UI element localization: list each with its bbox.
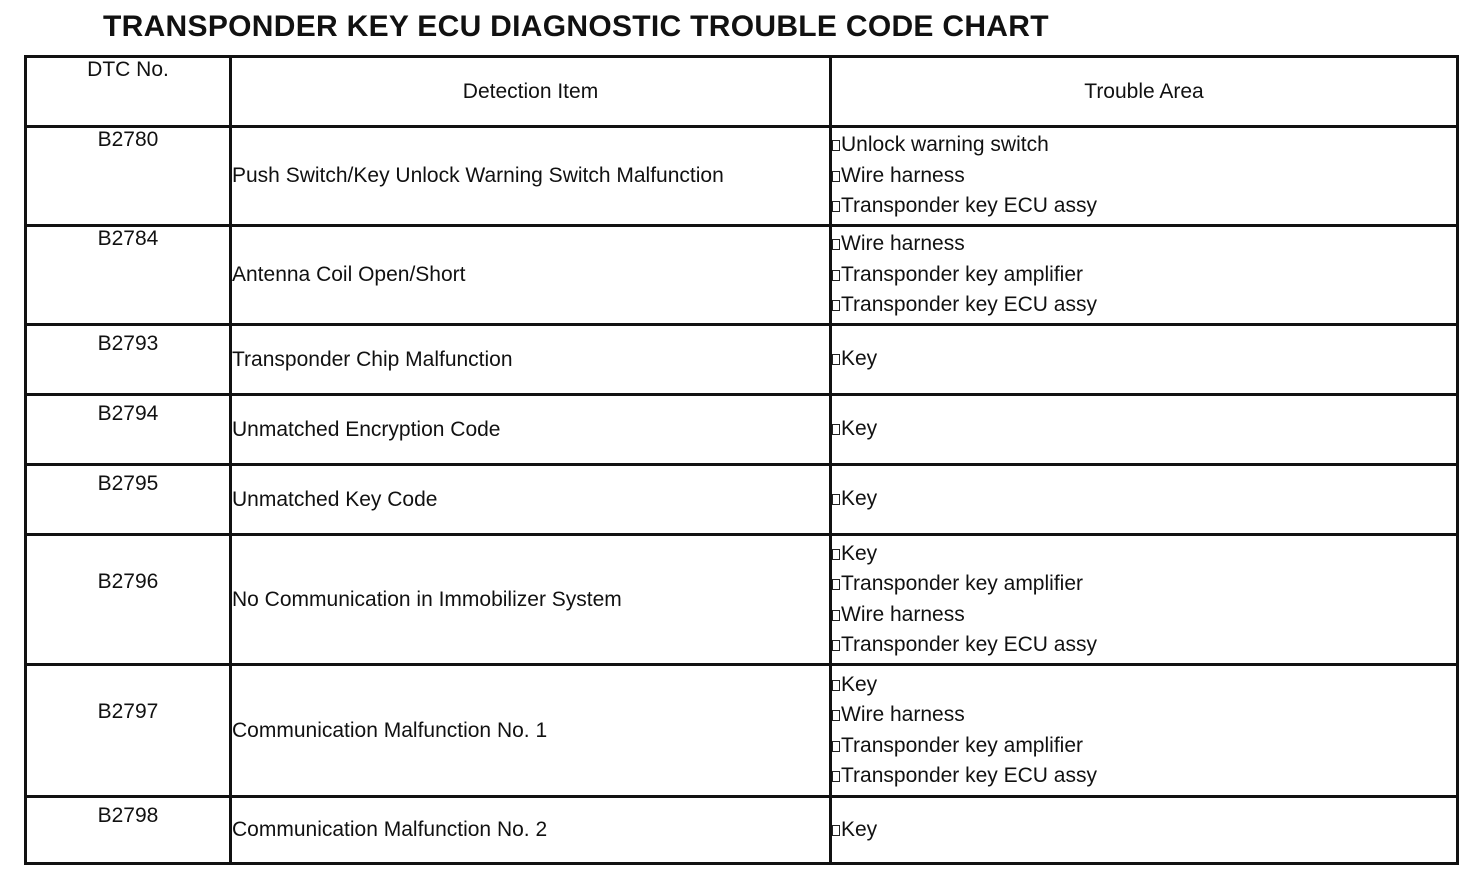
trouble-area-item: Transponder key amplifier bbox=[832, 260, 1456, 291]
trouble-area bbox=[831, 465, 1458, 535]
checkbox-icon bbox=[832, 579, 840, 590]
detection-item: Transponder Chip Malfunction bbox=[231, 325, 831, 395]
checkbox-icon bbox=[832, 270, 840, 281]
table-row bbox=[26, 535, 1458, 665]
trouble-area-item: Wire harness bbox=[832, 600, 1456, 631]
checkbox-icon bbox=[832, 680, 840, 691]
trouble-area-item: Key bbox=[832, 670, 1456, 701]
detection-item: Antenna Coil Open/Short bbox=[231, 226, 831, 325]
checkbox-icon bbox=[832, 771, 840, 782]
dtc-code: B2794 bbox=[26, 395, 231, 465]
checkbox-icon bbox=[832, 825, 840, 836]
trouble-area bbox=[831, 325, 1458, 395]
header-trouble-area: Trouble Area bbox=[831, 57, 1458, 127]
detection-item: Unmatched Encryption Code bbox=[231, 395, 831, 465]
detection-item: Communication Malfunction No. 2 bbox=[231, 797, 831, 864]
dtc-table bbox=[24, 55, 1459, 865]
trouble-area bbox=[831, 127, 1458, 226]
trouble-area bbox=[831, 535, 1458, 665]
checkbox-icon bbox=[832, 610, 840, 621]
trouble-area bbox=[831, 665, 1458, 797]
dtc-code: B2780 bbox=[26, 127, 231, 226]
trouble-area-item: Transponder key ECU assy bbox=[832, 761, 1456, 792]
dtc-code: B2797 bbox=[26, 665, 231, 797]
trouble-area-item: Key bbox=[832, 815, 1456, 846]
trouble-area-item: Wire harness bbox=[832, 161, 1456, 192]
trouble-area-item: Key bbox=[832, 414, 1456, 445]
checkbox-icon bbox=[832, 171, 840, 182]
header-row bbox=[26, 57, 1458, 127]
dtc-code: B2795 bbox=[26, 465, 231, 535]
trouble-area-item: Transponder key ECU assy bbox=[832, 630, 1456, 661]
checkbox-icon bbox=[832, 300, 840, 311]
dtc-code: B2793 bbox=[26, 325, 231, 395]
dtc-code: B2796 bbox=[26, 535, 231, 665]
detection-item: No Communication in Immobilizer System bbox=[231, 535, 831, 665]
checkbox-icon bbox=[832, 710, 840, 721]
trouble-area-item: Unlock warning switch bbox=[832, 130, 1456, 161]
trouble-area-item: Transponder key amplifier bbox=[832, 731, 1456, 762]
table-row bbox=[26, 797, 1458, 864]
dtc-code: B2784 bbox=[26, 226, 231, 325]
page-title: TRANSPONDER KEY ECU DIAGNOSTIC TROUBLE CODE CHART bbox=[103, 10, 1049, 43]
dtc-code: B2798 bbox=[26, 797, 231, 864]
trouble-area-item: Wire harness bbox=[832, 700, 1456, 731]
table-row bbox=[26, 127, 1458, 226]
checkbox-icon bbox=[832, 494, 840, 505]
table-row bbox=[26, 665, 1458, 797]
table-row bbox=[26, 465, 1458, 535]
detection-item: Unmatched Key Code bbox=[231, 465, 831, 535]
checkbox-icon bbox=[832, 549, 840, 560]
header-detection-item: Detection Item bbox=[231, 57, 831, 127]
trouble-area bbox=[831, 797, 1458, 864]
checkbox-icon bbox=[832, 741, 840, 752]
trouble-area bbox=[831, 395, 1458, 465]
detection-item: Communication Malfunction No. 1 bbox=[231, 665, 831, 797]
trouble-area-item: Transponder key amplifier bbox=[832, 569, 1456, 600]
checkbox-icon bbox=[832, 640, 840, 651]
trouble-area-item: Wire harness bbox=[832, 229, 1456, 260]
checkbox-icon bbox=[832, 424, 840, 435]
detection-item: Push Switch/Key Unlock Warning Switch Malfunction bbox=[231, 127, 831, 226]
checkbox-icon bbox=[832, 239, 840, 250]
checkbox-icon bbox=[832, 201, 840, 212]
table-row bbox=[26, 226, 1458, 325]
checkbox-icon bbox=[832, 354, 840, 365]
trouble-area-item: Key bbox=[832, 484, 1456, 515]
checkbox-icon bbox=[832, 140, 840, 151]
table-row bbox=[26, 325, 1458, 395]
trouble-area bbox=[831, 226, 1458, 325]
header-dtc-no: DTC No. bbox=[26, 57, 231, 127]
trouble-area-item: Key bbox=[832, 539, 1456, 570]
trouble-area-item: Transponder key ECU assy bbox=[832, 290, 1456, 321]
table-row bbox=[26, 395, 1458, 465]
trouble-area-item: Key bbox=[832, 344, 1456, 375]
trouble-area-item: Transponder key ECU assy bbox=[832, 191, 1456, 222]
